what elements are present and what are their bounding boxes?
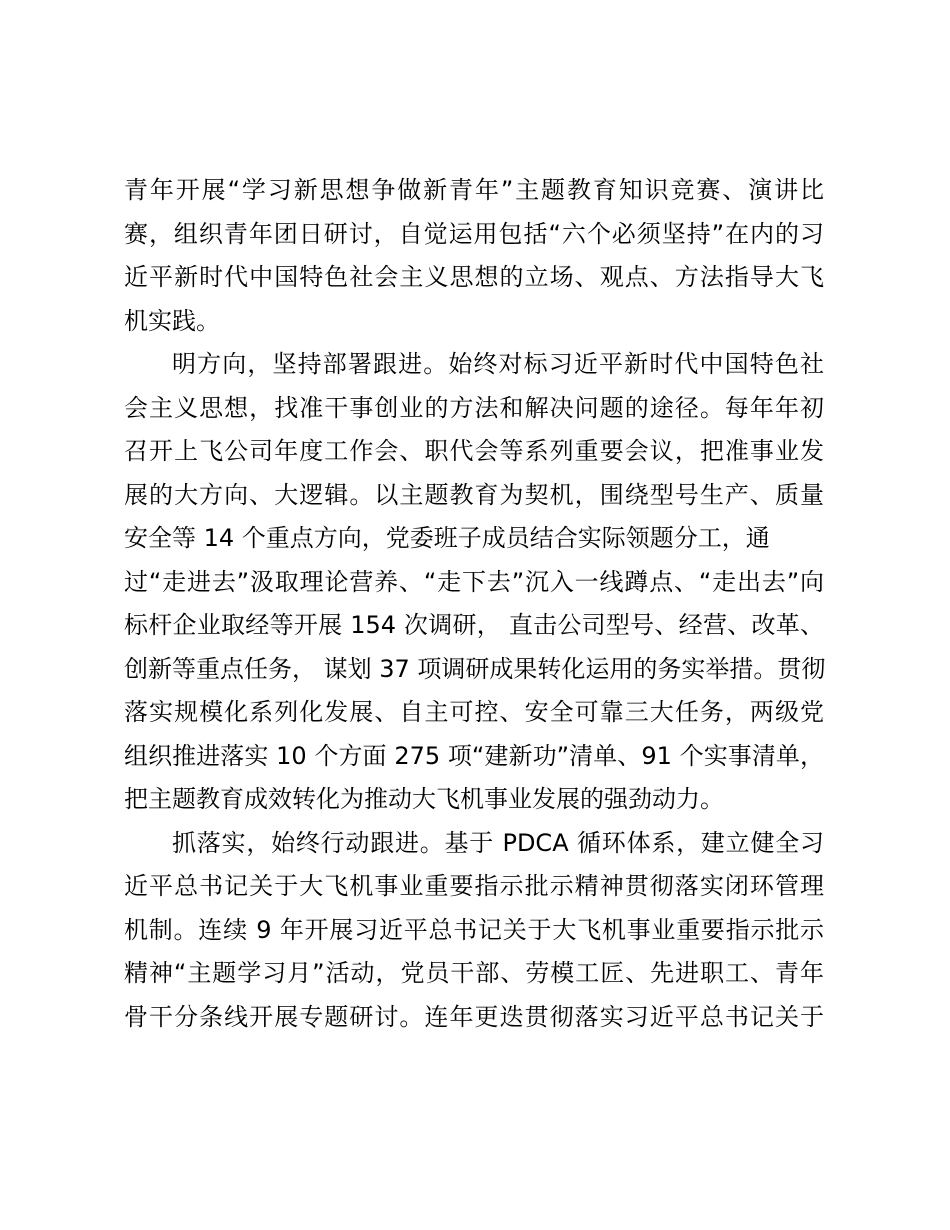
- text-line: 骨干分条线开展专题研讨。连年更迭贯彻落实习近平总书记关于: [124, 1002, 824, 1031]
- text-line: 近平新时代中国特色社会主义思想的立场、观点、方法指导大飞: [124, 263, 824, 291]
- body-text: [124, 169, 824, 1039]
- text-line: 标杆企业取经等开展 154 次调研， 直击公司型号、经营、改革、: [124, 611, 824, 639]
- text-line: 赛，组织青年团日研讨，自觉运用包括“六个必须坚持”在内的习: [124, 219, 824, 248]
- paragraph-start-line: 抓落实，始终行动跟进。基于 PDCA 循环体系，建立健全习: [172, 828, 824, 857]
- text-line: 机实践。: [124, 306, 220, 335]
- text-line: 落实规模化系列化发展、自主可控、安全可靠三大任务，两级党: [124, 698, 824, 726]
- text-line: 展的大方向、大逻辑。以主题教育为契机，围绕型号生产、质量: [124, 480, 824, 509]
- text-line: 召开上飞公司年度工作会、职代会等系列重要会议，把准事业发: [124, 437, 824, 465]
- text-line: 青年开展“学习新思想争做新青年”主题教育知识竞赛、演讲比: [124, 176, 824, 204]
- text-line: 精神“主题学习月”活动，党员干部、劳模工匠、先进职工、青年: [124, 959, 824, 987]
- text-line: 安全等 14 个重点方向，党委班子成员结合实际领题分工，通: [124, 524, 770, 552]
- text-line: 把主题教育成效转化为推动大飞机事业发展的强劲动力。: [124, 785, 724, 813]
- text-line: 创新等重点任务， 谋划 37 项调研成果转化运用的务实举措。贯彻: [124, 654, 826, 683]
- text-line: 过“走进去”汲取理论营养、“走下去”沉入一线蹲点、“走出去”向: [124, 567, 824, 596]
- text-line: 会主义思想，找准干事创业的方法和解决问题的途径。每年年初: [124, 393, 824, 422]
- paragraph-start-line: 明方向，坚持部署跟进。始终对标习近平新时代中国特色社: [172, 350, 824, 378]
- text-line: 近平总书记关于大飞机事业重要指示批示精神贯彻落实闭环管理: [124, 872, 824, 900]
- text-line: 组织推进落实 10 个方面 275 项“建新功”清单、91 个实事清单，: [124, 741, 824, 770]
- text-line: 机制。连续 9 年开展习近平总书记关于大飞机事业重要指示批示: [124, 915, 824, 944]
